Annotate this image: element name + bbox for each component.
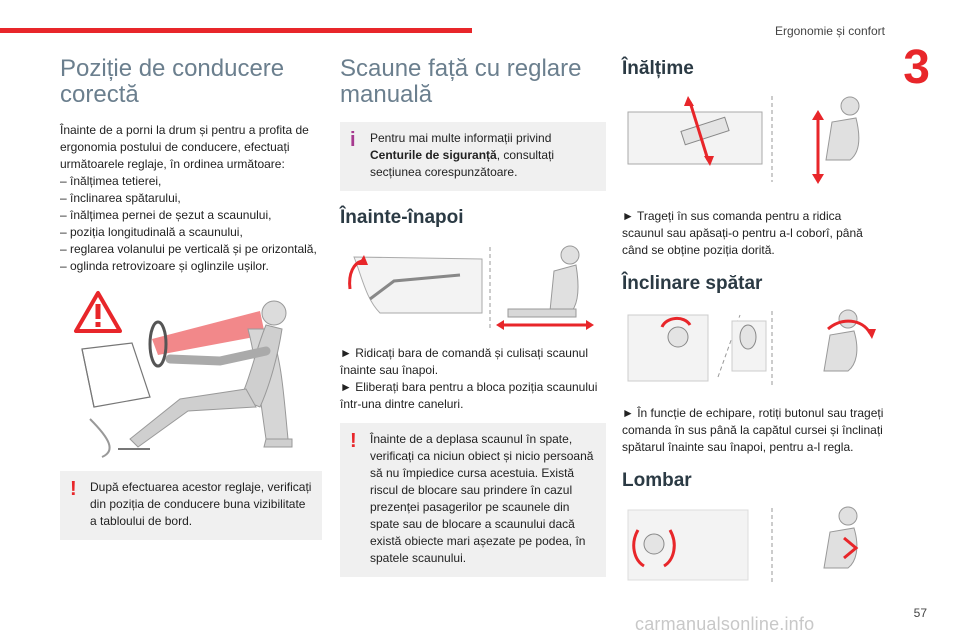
list-item: – oglinda retrovizoare și oglinzile ușilor. [60,259,269,273]
footer-watermark: carmanualsonline.info [635,614,815,634]
info-icon: i [350,129,356,151]
forward-backward-illustration [340,241,606,333]
warning-text: Înainte de a deplasa scaunul în spate, verificați ca niciun obiect și nicio persoană să nu împiedice cursa acestuia. Există riscul de blocare sau prindere în cazul prezenței pasagerilor pe scaunele din spate sau de blocare a scaunului dacă există obiecte mari așezate pe podea, în spatele scaunului. [370,432,594,565]
column-adjustments [622,52,884,584]
column-driving-position [60,52,322,540]
seatbelt-info-note [340,122,606,191]
recline-instruction: ► În funcție de echipare, rotiți butonul sau trageți comanda în sus până la capătul cursei și înclinați spătarul înainte sau înapoi, pentru a-l regla. [622,406,884,454]
seat-move-warning [340,423,606,577]
page-number: 57 [913,606,927,620]
recline-heading: Înclinare spătar [622,273,763,294]
exclamation-icon: ! [70,478,77,500]
forward-backward-step-2: ► Eliberați bara pentru a bloca poziția scaunului într-una dintre caneluri. [340,380,598,411]
driving-position-intro: Înainte de a porni la drum și pentru a profita de ergonomia postului de conducere, efectuați următoarele reglaje, în ordinea următoare: [60,123,309,171]
list-item: – înclinarea spătarului, [60,191,181,205]
exclamation-icon: ! [350,430,357,452]
info-text-link: Centurile de siguranță [370,148,497,162]
chapter-number: 3 [903,41,930,94]
lumbar-illustration [622,504,884,584]
list-item: – poziția longitudinală a scaunului, [60,225,243,239]
column-front-seats [340,52,606,577]
height-heading: Înălțime [622,58,694,79]
height-illustration [622,92,884,186]
front-seats-title: Scaune față cu reglare manuală [340,55,582,108]
warning-triangle-icon [76,293,120,331]
driving-position-warning [60,471,322,540]
forward-backward-step-1: ► Ridicați bara de comandă și culisați scaunul înainte sau înapoi. [340,346,588,377]
forward-backward-heading: Înainte-înapoi [340,207,464,228]
section-name: Ergonomie și confort [774,24,885,38]
driving-position-title: Poziție de conducere corectă [60,55,285,108]
lumbar-heading: Lombar [622,470,692,491]
driving-position-illustration [60,289,322,459]
top-accent-bar [0,28,472,33]
list-item: – înălțimea pernei de șezut a scaunului, [60,208,272,222]
info-text-pre: Pentru mai multe informații privind [370,131,552,145]
height-instruction: ► Trageți în sus comanda pentru a ridica scaunul sau apăsați-o pentru a-l coborî, până când se obține poziția dorită. [622,209,863,257]
adjustment-list [60,173,322,275]
info-text-post: , consultați secțiunea corespunzătoare. [370,148,555,179]
list-item: – reglarea volanului pe verticală și pe orizontală, [60,242,317,256]
recline-illustration [622,307,884,387]
list-item: – înălțimea tetierei, [60,174,162,188]
warning-text: După efectuarea acestor reglaje, verificați din poziția de conducere buna vizibilitate a tabloului de bord. [90,480,312,528]
